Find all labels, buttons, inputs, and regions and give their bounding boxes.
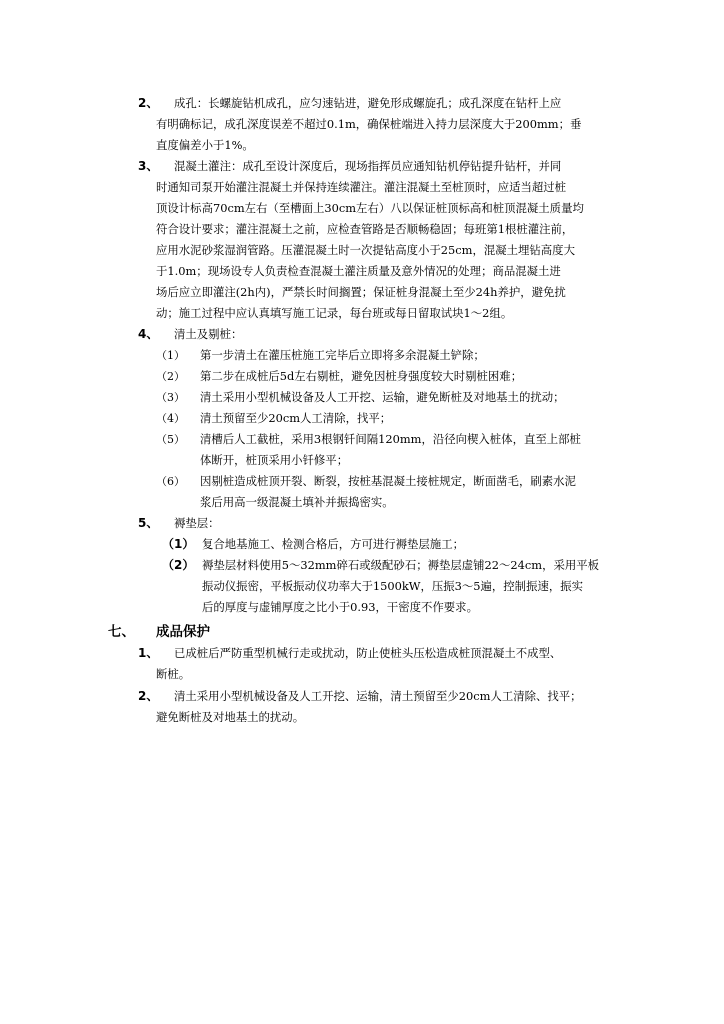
item-number: 4、 — [138, 327, 159, 341]
step-text: 后的厚度与虚铺厚度之比小于0.93，干密度不作要求。 — [202, 600, 478, 614]
step-text: 因剔桩造成桩顶开裂、断裂，按桩基混凝土接桩规定，断面凿毛，刷素水泥 — [200, 474, 576, 488]
text-line: 已成桩后严防重型机械行走或扰动，防止使桩头压松造成桩顶混凝土不成型、 — [174, 646, 562, 660]
step-text: 振动仪振密，平板振动仪功率大于1500kW，压振3～5遍，控制振速，振实 — [202, 579, 584, 593]
step-number: （2） — [162, 558, 195, 572]
step-text: 复合地基施工、检测合格后，方可进行褥垫层施工； — [202, 537, 464, 551]
step-text: 第二步在成桩后5d左右剔桩，避免因桩身强度较大时剔桩困难； — [200, 369, 523, 383]
text-line: 符合设计要求；灌注混凝土之前，应检查管路是否顺畅稳固；每班第1根桩灌注前， — [156, 222, 574, 236]
step-number: （5） — [156, 433, 185, 446]
text-line: 顶设计标高70cm左右（至槽面上30cm左右）八以保证桩顶标高和桩顶混凝土质量均 — [156, 201, 584, 215]
text-line: 应用水泥砂浆湿润管路。压灌混凝土时一次提钻高度小于25cm，混凝土埋钻高度大 — [156, 243, 575, 257]
text-line: 断桩。 — [156, 667, 191, 681]
text-line: 场后应立即灌注(2h内)，严禁长时间搁置；保证桩身混凝土至少24h养护，避免扰 — [156, 285, 566, 299]
step-number: （1） — [156, 349, 185, 362]
text-line: 直度偏差小于1%。 — [156, 138, 254, 152]
section-number: 七、 — [108, 624, 135, 640]
text-line: 于1.0m；现场设专人负责检查混凝土灌注质量及意外情况的处理；商品混凝土进 — [156, 264, 561, 278]
text-line: 避免断桩及对地基土的扰动。 — [156, 710, 305, 724]
step-text: 清槽后人工截桩，采用3根钢钎间隔120mm，沿径向楔入桩体，直至上部桩 — [200, 432, 581, 446]
step-number: （6） — [156, 475, 185, 488]
item-number: 2、 — [138, 96, 159, 110]
step-text: 褥垫层材料使用5～32mm碎石或级配砂石；褥垫层虚铺22～24cm，采用平板 — [202, 558, 600, 572]
text-line: 有明确标记，成孔深度误差不超过0.1m，确保桩端进入持力层深度大于200mm；垂 — [156, 117, 582, 131]
step-text: 清土预留至少20cm人工清除，找平； — [200, 411, 392, 425]
text-line: 时通知司泵开始灌注混凝土并保持连续灌注。灌注混凝土至桩顶时，应适当超过桩 — [156, 180, 567, 194]
step-number: （1） — [162, 537, 195, 551]
text-line: 动；施工过程中应认真填写施工记录，每台班或每日留取试块1～2组。 — [156, 306, 513, 320]
step-text: 体断开，桩顶采用小钎修平； — [200, 453, 349, 467]
step-text: 第一步清土在灌压桩施工完毕后立即将多余混凝土铲除； — [200, 348, 485, 362]
text-line: 清土采用小型机械设备及人工开挖、运输，清土预留至少20cm人工清除、找平； — [174, 689, 582, 703]
step-number: （2） — [156, 370, 185, 383]
text-line: 成孔：长螺旋钻机成孔，应匀速钻进，避免形成螺旋孔；成孔深度在钻杆上应 — [174, 96, 562, 110]
step-number: （3） — [156, 391, 185, 404]
step-text: 浆后用高一级混凝土填补并振捣密实。 — [200, 495, 394, 509]
item-number: 2、 — [138, 689, 159, 703]
item-number: 1、 — [138, 646, 159, 660]
text-line: 混凝土灌注：成孔至设计深度后，现场指挥员应通知钻机停钻提升钻杆，并同 — [174, 159, 562, 173]
item-heading: 清土及剔桩： — [174, 327, 243, 341]
section-title: 成品保护 — [156, 624, 210, 640]
step-number: （4） — [156, 412, 185, 425]
item-heading: 褥垫层： — [174, 516, 220, 530]
item-number: 3、 — [138, 159, 159, 173]
item-number: 5、 — [138, 516, 159, 530]
step-text: 清土采用小型机械设备及人工开挖、运输，避免断桩及对地基土的扰动； — [200, 390, 565, 404]
